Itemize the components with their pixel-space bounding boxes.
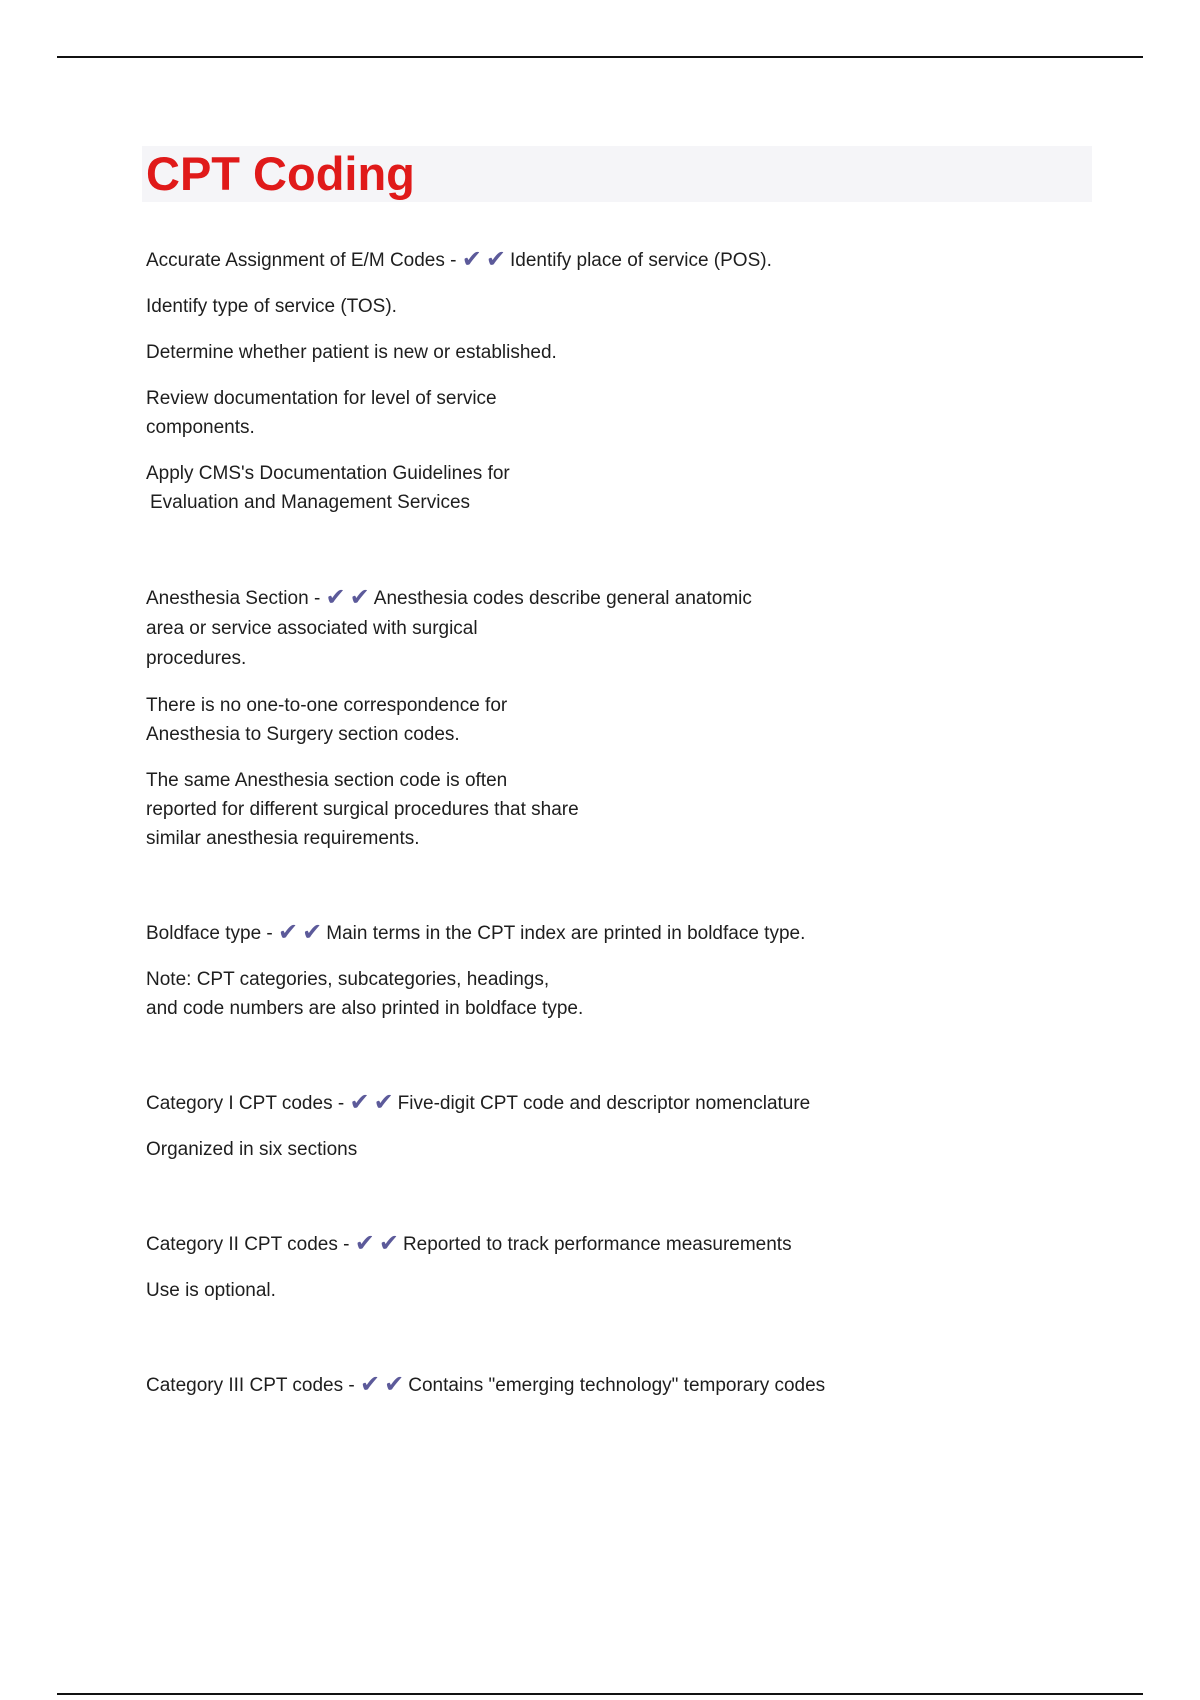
flashcard-entry	[146, 1228, 1046, 1305]
answer: Anesthesia codes describe general anatomic	[373, 588, 752, 609]
term: Category III CPT codes -	[146, 1375, 361, 1396]
answer-paragraph: Note: CPT categories, subcategories, headings, and code numbers are also printed in boldface type.	[146, 969, 584, 1019]
term: Boldface type -	[146, 923, 279, 944]
answer-paragraph: Use is optional.	[146, 1280, 276, 1301]
flashcard-entry	[146, 1369, 1046, 1400]
double-check-icon: ✔✔	[278, 919, 327, 946]
flashcard-entry	[146, 244, 1046, 517]
top-rule	[57, 56, 1143, 58]
answer-continuation: area or service associated with surgical procedures.	[146, 618, 478, 669]
answer-paragraph: Organized in six sections	[146, 1139, 358, 1160]
double-check-icon: ✔✔	[354, 1230, 403, 1257]
question-line	[146, 1369, 1046, 1400]
flashcard-entry	[146, 581, 1046, 853]
question-line	[146, 1087, 1046, 1118]
answer: Identify place of service (POS).	[509, 250, 772, 271]
flashcard-list	[146, 244, 1046, 1464]
page-title: CPT Coding	[146, 147, 415, 200]
term: Accurate Assignment of E/M Codes -	[146, 250, 462, 271]
answer: Five-digit CPT code and descriptor nomenclature	[397, 1093, 811, 1114]
answer: Main terms in the CPT index are printed in boldface type.	[326, 923, 806, 944]
double-check-icon: ✔✔	[325, 584, 374, 611]
answer-paragraph: The same Anesthesia section code is often reported for different surgical procedures that share similar anesthesia requirements.	[146, 770, 579, 849]
term: Anesthesia Section -	[146, 588, 326, 609]
answer-paragraph: Apply CMS's Documentation Guidelines for	[146, 463, 510, 484]
answer: Contains "emerging technology" temporary codes	[408, 1375, 826, 1396]
answer-paragraph: Review documentation for level of service components.	[146, 388, 497, 438]
question-line	[146, 1228, 1046, 1259]
answer-paragraph: Evaluation and Management Services	[150, 492, 471, 513]
answer-paragraph: Determine whether patient is new or established.	[146, 342, 557, 363]
term: Category I CPT codes -	[146, 1093, 350, 1114]
answer: Reported to track performance measurements	[402, 1234, 792, 1255]
double-check-icon: ✔✔	[349, 1089, 398, 1116]
question-line	[146, 917, 1046, 948]
question-line	[146, 581, 1046, 614]
flashcard-entry	[146, 917, 1046, 1023]
answer-paragraph: Identify type of service (TOS).	[146, 296, 397, 317]
bottom-rule	[57, 1693, 1143, 1695]
term: Category II CPT codes -	[146, 1234, 355, 1255]
answer-paragraph: There is no one-to-one correspondence for Anesthesia to Surgery section codes.	[146, 695, 508, 745]
double-check-icon: ✔✔	[461, 246, 510, 273]
flashcard-entry	[146, 1087, 1046, 1164]
question-line	[146, 244, 1046, 275]
double-check-icon: ✔✔	[360, 1371, 409, 1398]
